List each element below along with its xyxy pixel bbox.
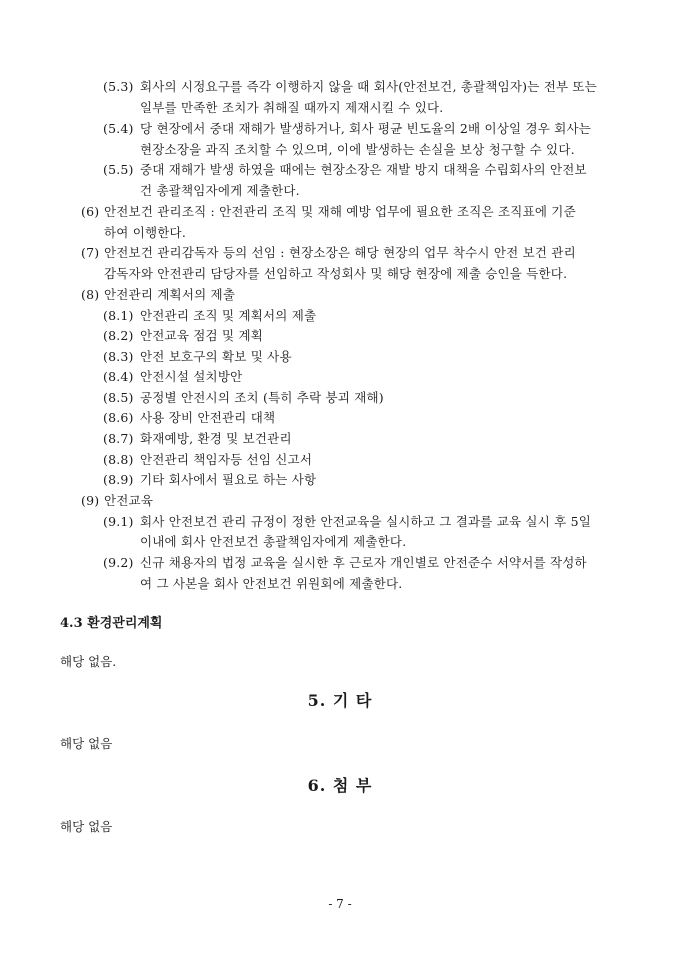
item-8-5-text: 공정별 안전시의 조치 (특히 추락 붕괴 재해) <box>140 390 384 405</box>
item-7-number: (7) <box>81 245 100 260</box>
item-8-1-text: 안전관리 조직 및 계획서의 제출 <box>140 308 317 323</box>
item-9-1-line1: 회사 안전보건 관리 규정이 정한 안전교육을 실시하고 그 결과를 교육 실시 후 5일 <box>140 514 592 529</box>
item-8-7-text: 화재예방, 환경 및 보건관리 <box>140 431 292 446</box>
item-5-5-line1: 중대 재해가 발생 하였을 때에는 현장소장은 재발 방지 대책을 수립회사의 안전보 <box>140 162 587 177</box>
item-8-6-text: 사용 장비 안전관리 대책 <box>140 410 276 425</box>
chapter-6-body: 해당 없음 <box>60 819 113 834</box>
item-9-1-number: (9.1) <box>103 514 134 529</box>
item-7-line2: 감독자와 안전관리 담당자를 선임하고 작성회사 및 해당 현장에 제출 승인을 득한다. <box>104 266 568 281</box>
item-8-2-number: (8.2) <box>103 328 134 343</box>
item-8-8-number: (8.8) <box>103 452 134 467</box>
item-5-3-line2: 일부를 만족한 조치가 취해질 때까지 제재시킬 수 있다. <box>140 100 444 115</box>
item-9-1-line2: 이내에 회사 안전보건 총괄책임자에게 제출한다. <box>140 534 407 549</box>
item-5-5-line2: 건 총괄책임자에게 제출한다. <box>140 183 300 198</box>
item-8-8-text: 안전관리 책임자등 선임 신고서 <box>140 452 313 467</box>
item-5-3-line1: 회사의 시정요구를 즉각 이행하지 않을 때 회사(안전보건, 총괄책임자)는 전부 또는 <box>140 79 597 94</box>
item-8-9-number: (8.9) <box>103 472 134 487</box>
item-6-number: (6) <box>81 204 100 219</box>
item-5-4-line2: 현장소장을 과직 조치할 수 있으며, 이에 발생하는 손실을 보상 청구할 수 있다. <box>140 142 575 157</box>
item-8-9-text: 기타 회사에서 필요로 하는 사항 <box>140 472 317 487</box>
item-8-4-text: 안전시설 설치방안 <box>140 369 243 384</box>
chapter-5-title: 5. 기 타 <box>307 691 373 710</box>
item-9-2-number: (9.2) <box>103 555 134 570</box>
item-8-3-number: (8.3) <box>103 349 134 364</box>
item-8-3-text: 안전 보호구의 확보 및 사용 <box>140 349 292 364</box>
item-6-line2: 하여 이행한다. <box>104 225 186 240</box>
item-8-7-number: (8.7) <box>103 431 134 446</box>
item-9-text: 안전교육 <box>104 493 154 508</box>
section-4-3-body: 해당 없음. <box>60 654 117 669</box>
page-number: - 7 - <box>328 897 352 911</box>
item-6-line1: 안전보건 관리조직 : 안전관리 조직 및 재해 예방 업무에 필요한 조직은 조직표에 기준 <box>104 204 576 219</box>
item-8-4-number: (8.4) <box>103 369 134 384</box>
item-8-text: 안전관리 계획서의 제출 <box>104 287 236 302</box>
item-8-6-number: (8.6) <box>103 410 134 425</box>
chapter-5-body: 해당 없음 <box>60 736 113 751</box>
item-5-4-number: (5.4) <box>103 121 134 136</box>
item-8-1-number: (8.1) <box>103 308 134 323</box>
item-5-5-number: (5.5) <box>103 162 134 177</box>
item-5-3-number: (5.3) <box>103 79 134 94</box>
item-8-number: (8) <box>81 287 100 302</box>
item-5-4-line1: 당 현장에서 중대 재해가 발생하거나, 회사 평균 빈도율의 2배 이상일 경우 회사는 <box>140 121 592 136</box>
item-9-number: (9) <box>81 493 100 508</box>
item-8-5-number: (8.5) <box>103 390 134 405</box>
item-7-line1: 안전보건 관리감독자 등의 선임 : 현장소장은 해당 현장의 업무 착수시 안전 보건 관리 <box>104 245 576 260</box>
item-9-2-line1: 신규 채용자의 법정 교육을 실시한 후 근로자 개인별로 안전준수 서약서를 작성하 <box>140 555 587 570</box>
item-9-2-line2: 여 그 사본을 회사 안전보건 위원회에 제출한다. <box>140 576 403 591</box>
chapter-6-title: 6. 첨 부 <box>307 776 373 795</box>
section-4-3-heading: 4.3 환경관리계획 <box>60 616 163 631</box>
item-8-2-text: 안전교육 점검 및 계획 <box>140 328 263 343</box>
